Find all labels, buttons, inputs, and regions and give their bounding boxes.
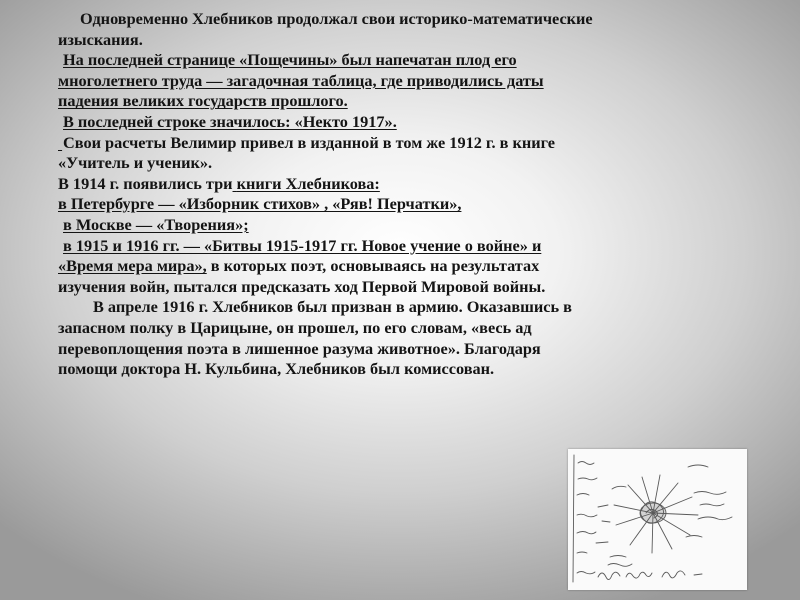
paragraph-line: «Учитель и ученик». [58,153,213,173]
paragraph-line: помощи доктора Н. Кульбина, Хлебников был комиссован. [58,359,495,379]
paragraph-text: В 1914 г. появились три [58,173,233,193]
handwritten-sketch-image [568,449,747,590]
paragraph-line: изучения войн, пытался предсказать ход Первой Мировой войны. [58,276,546,296]
paragraph-text: в которых поэт, основываясь на результатах [210,256,540,276]
paragraph-line [58,91,748,112]
underlined-text: На последней странице «Пощечины» был напечатан плод его [63,50,517,70]
paragraph-line [58,256,748,277]
sketch-drawing [568,449,747,590]
paragraph-line [58,50,748,71]
paragraph-line: Одновременно Хлебников продолжал свои историко-математические [80,9,593,28]
paragraph-line [58,133,748,154]
paragraph-text: Свои расчеты Велимир привел в изданной в том же 1912 г. в книге [63,132,556,152]
underlined-text: В последней строке значилось: «Некто 1917». [63,111,397,131]
paragraph-line: в Петербурге — «Изборник стихов» , «Ряв! Перчатки», [58,194,462,214]
underlined-text: «Время мера мира», [58,256,207,276]
paragraph-line: запасном полку в Царицыне, он прошел, по его словам, «весь ад [58,317,532,337]
underlined-text: в Москве — «Творения»; [63,214,249,234]
paragraph-line [58,236,748,257]
paragraph-line [58,215,748,236]
paragraph-line [58,174,748,195]
underlined-text: книги Хлебникова: [236,173,380,193]
paragraph-line: многолетнего труда — загадочная таблица, где приводились даты [58,70,544,90]
paragraph-line [58,112,748,133]
underlined-text: в 1915 и 1916 гг. — «Битвы 1915-1917 гг. Новое учение о войне» и [63,235,542,255]
paragraph-line: перевоплощения поэта в лишенное разума животное». Благодаря [58,338,541,358]
underlined-text: падения великих государств прошлого. [58,91,348,111]
paragraph-line: В апреле 1916 г. Хлебников был призван в армию. Оказавшись в [93,297,572,317]
paragraph-line: изыскания. [58,29,143,49]
slide-text-block [58,9,748,380]
